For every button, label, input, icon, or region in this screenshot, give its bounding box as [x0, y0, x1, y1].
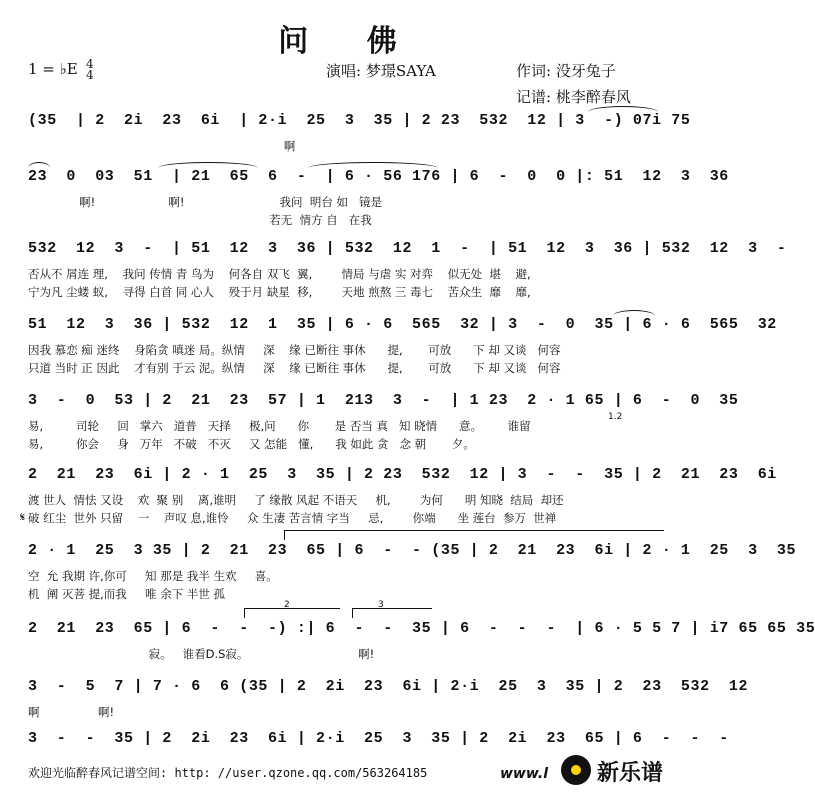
notation-line: 2 · 1 25 3 35 | 2 21 23 65 | 6 - - (35 | 2 21 23 6i | 2 · 1 25 3 35	[28, 542, 797, 559]
notation-line: 23 0 03 51 | 21 65 6 - | 6 · 56 176 | 6 - 0 0 |: 51 12 3 36	[28, 168, 729, 185]
lyric-line-1: 否从不 屑连 理, 我问 传情 青 鸟为 何各自 双飞 翼, 情局 与虐 实 对弈 似无处 堪 避,	[28, 267, 531, 281]
record-disc-icon	[561, 755, 591, 785]
page-title: 问 佛	[278, 24, 421, 59]
notation-line: 532 12 3 - | 51 12 3 36 | 532 12 1 - | 51 12 3 36 | 532 12 3 -	[28, 240, 787, 257]
volta-bracket-tick	[284, 530, 285, 540]
transcriber-credit: 记谱: 桃李醉春风	[516, 88, 631, 106]
volta-bracket-tick	[244, 608, 245, 618]
lyric-line-1: 因我 慕恋 痴 迷终 身陷贪 嗔迷 局。纵情 深 缘 已断往 事休 提, 可放 下 却 又谈 何容	[28, 343, 561, 357]
slur-mark	[613, 310, 655, 317]
time-signature	[86, 59, 94, 81]
lyric-line-1: 空 允 我期 许,你可 知 那是 我半 生欢 喜。	[28, 569, 278, 583]
volta-marker: 3	[378, 600, 384, 610]
slur-mark	[28, 162, 50, 169]
footer-text: 欢迎光临醉春风记谱空间: http: //user.qzone.qq.com/563264185	[28, 766, 428, 780]
volta-bracket-tick	[352, 608, 353, 618]
score-row	[28, 316, 777, 380]
lyric-line-2: 若无 情方 自 在我	[28, 213, 372, 227]
lyric-line-2: 宁为凡 尘蝼 蚁, 寻得 白首 同 心人 殁于月 缺星 移, 天地 煎熬 三 毒七 苦众生 靡 靡,	[28, 285, 531, 299]
score-row	[28, 600, 815, 684]
lyric-line-1: 易, 司轮 回 掌六 道普 天择 极,问 你 是 否当 真 知 晓情 意。 谁留	[28, 419, 531, 433]
logo-text: 新乐谱	[597, 761, 664, 786]
score-row	[28, 240, 787, 304]
volta-bracket	[284, 530, 664, 531]
lyric-line-2: 只道 当时 正 因此 才有别 于云 泥。纵情 深 缘 已断往 事休 提, 可放 下 却 又谈 何容	[28, 361, 561, 375]
time-top: 4	[86, 57, 94, 71]
score-row	[28, 542, 797, 606]
notation-line: (35 | 2 2i 23 6i | 2·i 25 3 35 | 2 23 532 12 | 3 -) 07i 75	[28, 112, 691, 129]
lyric-line-2: 机 阐 灭菩 提,而我 唯 余下 半世 孤	[28, 587, 226, 601]
notation-line: 2 21 23 6i | 2 · 1 25 3 35 | 2 23 532 12 | 3 - - 35 | 2 21 23 6i	[28, 466, 777, 483]
lyric-line-1: 啊! 啊! 我问 明台 如 镜是	[28, 195, 382, 209]
notation-line: 3 - 0 53 | 2 21 23 57 | 1 213 3 - | 1 23 2 · 1 65 | 6 - 0 35	[28, 392, 739, 409]
segno-mark: 𝄋	[20, 510, 26, 524]
key-label: 1 = ♭E	[28, 60, 78, 78]
time-bottom: 4	[86, 68, 94, 82]
notation-line: 2 21 23 65 | 6 - - -) :| 6 - - 35 | 6 - - - | 6 · 5 5 7 | i7 65 65 35	[28, 620, 815, 637]
volta-marker: 1.2	[608, 412, 623, 422]
volta-marker: 2	[284, 600, 290, 610]
slur-mark	[308, 162, 438, 169]
notation-line: 3 - 5 7 | 7 · 6 6 (35 | 2 2i 23 6i | 2·i 25 3 35 | 2 23 532 12	[28, 678, 749, 695]
singer-credit: 演唱: 梦璟SAYA	[326, 62, 436, 80]
lyric-line-1: 啊 啊!	[28, 705, 115, 719]
volta-bracket	[352, 608, 432, 609]
slur-mark	[588, 106, 658, 113]
score-row	[28, 168, 729, 232]
key-signature	[28, 57, 94, 82]
lyric-line-2: 破 红尘 世外 只留 一 声叹 息,谁怜 众 生凄 苦言情 字当 忌, 你端 坐 莲台 参万 世禅	[28, 511, 557, 525]
lyric-line-1: 寂。 谁看D.S寂。 啊!	[28, 647, 375, 661]
lyric-line-2: 易, 你会 身 万年 不破 不灭 又 怎能 懂, 我 如此 贪 念 朝 夕。	[28, 437, 475, 451]
score-row	[28, 392, 739, 456]
site-url: www.l	[500, 766, 549, 782]
lyricist-credit: 作词: 没牙兔子	[516, 62, 616, 80]
notation-line: 3 - - 35 | 2 2i 23 6i | 2·i 25 3 35 | 2 2i 23 65 | 6 - - -	[28, 730, 729, 747]
lyric-line-1: 啊	[28, 139, 296, 153]
notation-line: 51 12 3 36 | 532 12 1 35 | 6 · 6 565 32 | 3 - 0 35 | 6 · 6 565 32	[28, 316, 777, 333]
volta-bracket	[244, 608, 340, 609]
score-row	[20, 466, 777, 530]
slur-mark	[158, 162, 258, 169]
site-logo	[561, 754, 693, 786]
lyric-line-1: 渡 世人 情怯 又设 欢 聚 别 离,谁明 了 缘散 风起 不语天 机, 为何 明 知晓 结局 却还	[28, 493, 564, 507]
